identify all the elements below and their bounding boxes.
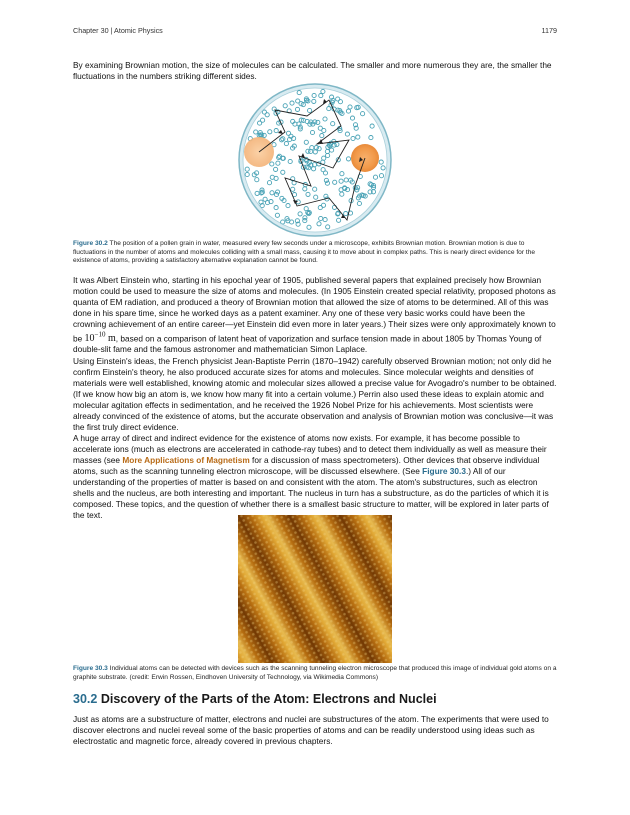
- figure-30-2-text: The position of a pollen grain in water, measured every few seconds under a microscope, exhibits Brownian motion. Brownian motion is due to fluctuations in the number of atoms and molecules colliding with a small mass, causing it to move about in complex paths. This is nearly direct evidence for the existence of atoms, providing a satisfactory alternative explanation cannot be found.: [73, 240, 536, 265]
- page-number: 1179: [541, 26, 557, 35]
- figure-30-2-caption: [73, 240, 557, 266]
- section-number: 30.2: [73, 692, 98, 706]
- evidence-text-2: for a discussion of mass spectrometers). Other devices that observe individual atoms, such as the scanning tunneling electron microscope, will be discussed elsewhere. (See: [73, 455, 540, 476]
- perrin-paragraph: Using Einstein's ideas, the French physicist Jean-Baptiste Perrin (1870–1942) carefully observed Brownian motion; not only did he confirm Einstein's theory, he also produced accurate sizes for atoms and molecules. Since molecular weights and densities of materials were well established, knowing atomic and molecular sizes allowed a precise value for Avogadro's number to be obtained. (If we know how big an atom is, we know how many fit into a certain volume.) Perrin also used these ideas to explain atomic and molecular agitation effects in sedimentation, and he received the 1926 Nobel Prize for his achievements. Most scientists were already convinced of the existence of atoms, but the accurate observation and analysis of Brownian motion was conclusive—it was the first truly direct evidence.: [73, 356, 557, 432]
- figure-30-3-caption: [73, 665, 557, 682]
- figure-30-3-text: Individual atoms can be detected with devices such as the scanning tunneling electron microscope that produced this image of individual gold atoms on a graphite substrate. (credit: Erwin Rossen, Eindhoven University of Technology, via Wikimedia Commons): [73, 665, 557, 681]
- einstein-paragraph: [73, 275, 557, 355]
- section-heading: [73, 692, 437, 706]
- evidence-text-3: .) All of our understanding of the properties of matter is based on and consistent with the atom. The atom's substructures, such as electron shells and the nucleus, are both interesting and important. The nucleus in turn has a substructure, as do the particles of which it is composed. These topics, and the question of whether there is a smallest basic structure to matter, will be explored in later parts of the text.: [73, 466, 549, 520]
- evidence-paragraph: [73, 433, 557, 521]
- section-title: Discovery of the Parts of the Atom: Electrons and Nuclei: [100, 692, 437, 706]
- math-unit: m: [108, 333, 116, 345]
- figure-30-3-label: Figure 30.3: [73, 665, 108, 672]
- more-applications-of-magnetism-link[interactable]: More Applications of Magnetism: [122, 455, 250, 465]
- section-paragraph: Just as atoms are a substructure of matter, electrons and nuclei are substructures of the atom. The experiments that were used to discover electrons and nuclei reveal some of the basic properties of atoms and can be readily understood using ideas such as electrostatic and magnetic force, already covered in previous chapters.: [73, 714, 549, 746]
- einstein-text-before: It was Albert Einstein who, starting in his epochal year of 1905, published several papers that explained precisely how Brownian motion could be used to measure the size of atoms and molecules. (In 1905 Einstein created special relativity, proposed photons as quanta of EM radiation, and produced a theory of Brownian motion that allowed the size of atoms to be determined. All of this was done in his spare time, since he worked days as a patent examiner. Any one of these very basic works could have been the crowning achievement of an entire career—yet Einstein did even more in later years.) Their sizes were only approximately known to be: [73, 275, 556, 344]
- figure-30-3-link[interactable]: Figure 30.3: [422, 466, 466, 476]
- evidence-text-1: A huge array of direct and indirect evidence for the existence of atoms now exists. For example, it has become possible to accelerate ions (much as electrons are accelerated in cathode-ray tubes) and to detect them individually as well as measure their masses (see: [73, 433, 547, 465]
- brownian-motion-figure: [237, 82, 393, 238]
- size-exponent-expression: [85, 333, 116, 344]
- page-header: [73, 26, 557, 35]
- stm-gold-atoms-image: [238, 515, 392, 663]
- math-base: 10: [84, 333, 95, 345]
- chapter-title: Chapter 30 | Atomic Physics: [73, 26, 163, 35]
- intro-paragraph: By examining Brownian motion, the size of molecules can be calculated. The smaller and more numerous they are, the smaller the fluctuations in the numbers striking different sides.: [73, 60, 552, 81]
- einstein-text-after: , based on a comparison of latent heat of vaporization and surface tension made in about 1805 by Thomas Young of double-slit fame and the famous astronomer and mathematician Simon Laplace.: [73, 333, 542, 355]
- math-exponent: −10: [94, 331, 106, 339]
- figure-30-2-label: Figure 30.2: [73, 240, 108, 247]
